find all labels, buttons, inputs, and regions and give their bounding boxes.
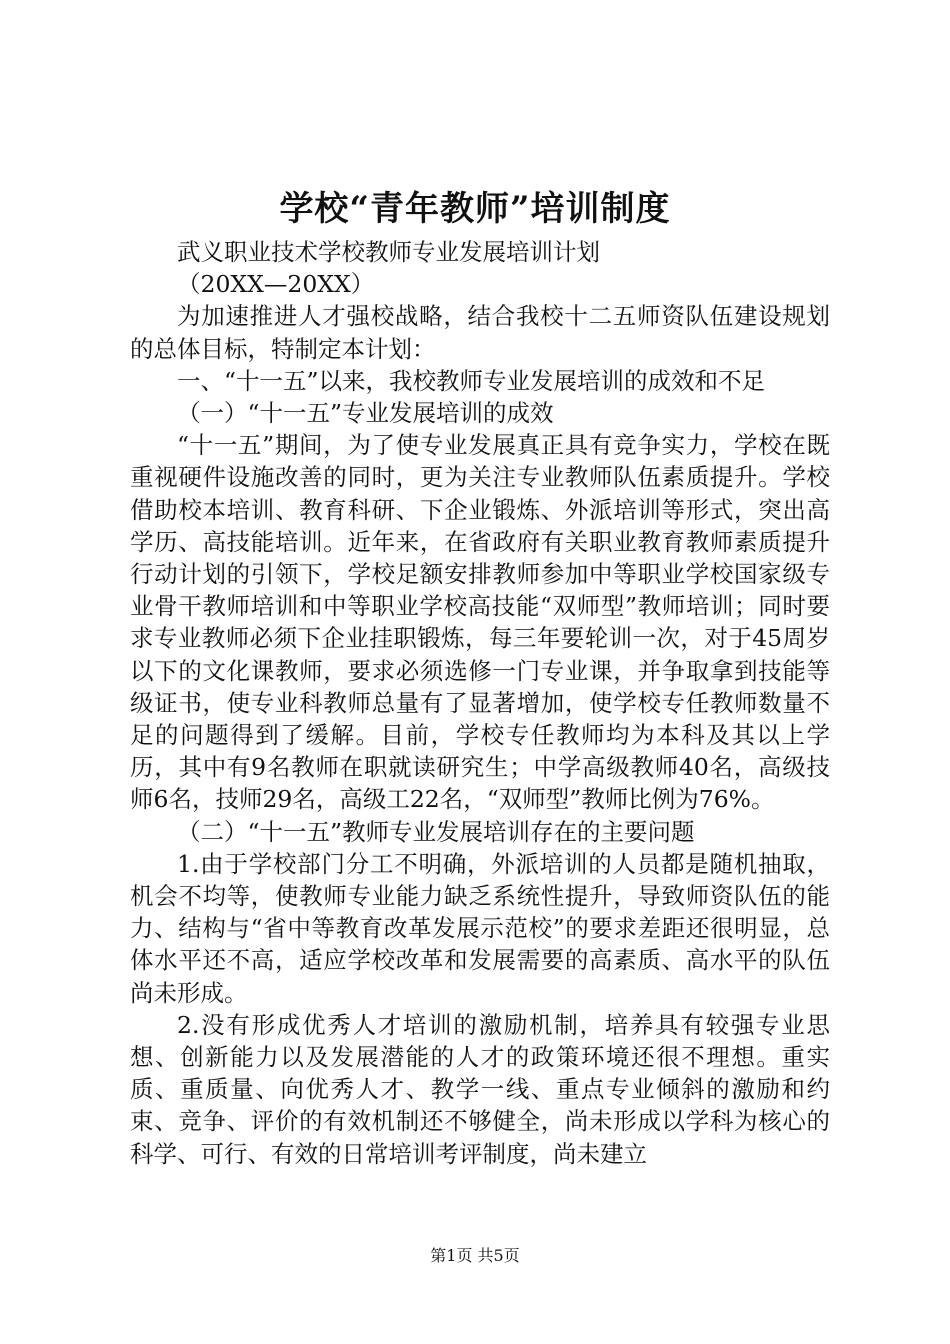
plan-period: （20XX—20XX） — [177, 270, 375, 299]
document-title: 学校“青年教师”培训制度 — [279, 189, 671, 229]
page-footer: 第1页 共5页 — [430, 1246, 520, 1265]
intro-paragraph: 为加速推进人才强校战略，结合我校十二五师资队伍建设规划的总体目标，特制定本计划： — [130, 302, 830, 363]
problem-paragraph-1: 1.由于学校部门分工不明确，外派培训的人员都是随机抽取，机会不均等，使教师专业能力缺乏系统性提升，导致师资队伍的能力、结构与“省中等教育改革发展示范校”的要求差距还很明显，总体水平还不高，适应学校改革和发展需要的高素质、高水平的队伍尚未形成。 — [130, 849, 830, 1007]
problem-paragraph-2: 2.没有形成优秀人才培训的激励机制，培养具有较强专业思想、创新能力以及发展潜能的人才的政策环境还很不理想。重实质、重质量、向优秀人才、教学一线、重点专业倾斜的激励和约束、竞争、评价的有效机制还不够健全，尚未形成以学科为核心的科学、可行、有效的日常培训考评制度，尚未建立 — [130, 1010, 830, 1168]
document-body — [130, 236, 830, 1170]
plan-heading: 武义职业技术学校教师专业发展培训计划 — [177, 238, 600, 266]
achievements-paragraph: “十一五”期间，为了使专业发展真正具有竞争实力，学校在既重视硬件设施改善的同时，更为关注专业教师队伍素质提升。学校借助校本培训、教育科研、下企业锻炼、外派培训等形式，突出高学历、高技能培训。近年来，在省政府有关职业教育教师素质提升行动计划的引领下，学校足额安排教师参加中等职业学校国家级专业骨干教师培训和中等职业学校高技能“双师型”教师培训；同时要求专业教师必须下企业挂职锻炼，每三年要轮训一次，对于45周岁以下的文化课教师，要求必须选修一门专业课，并争取拿到技能等级证书，使专业科教师总量有了显著增加，使学校专任教师数量不足的问题得到了缓解。目前，学校专任教师均为本科及其以上学历，其中有9名教师在职就读研究生；中学高级教师40名，高级技师6名，技师29名，高级工22名，“双师型”教师比例为76%。 — [130, 431, 830, 814]
section-heading-1: 一、“十一五”以来，我校教师专业发展培训的成效和不足 — [177, 366, 766, 395]
subsection-heading-2: （二）“十一五”教师专业发展培训存在的主要问题 — [177, 817, 695, 846]
subsection-heading-1: （一）“十一五”专业发展培训的成效 — [177, 399, 554, 428]
